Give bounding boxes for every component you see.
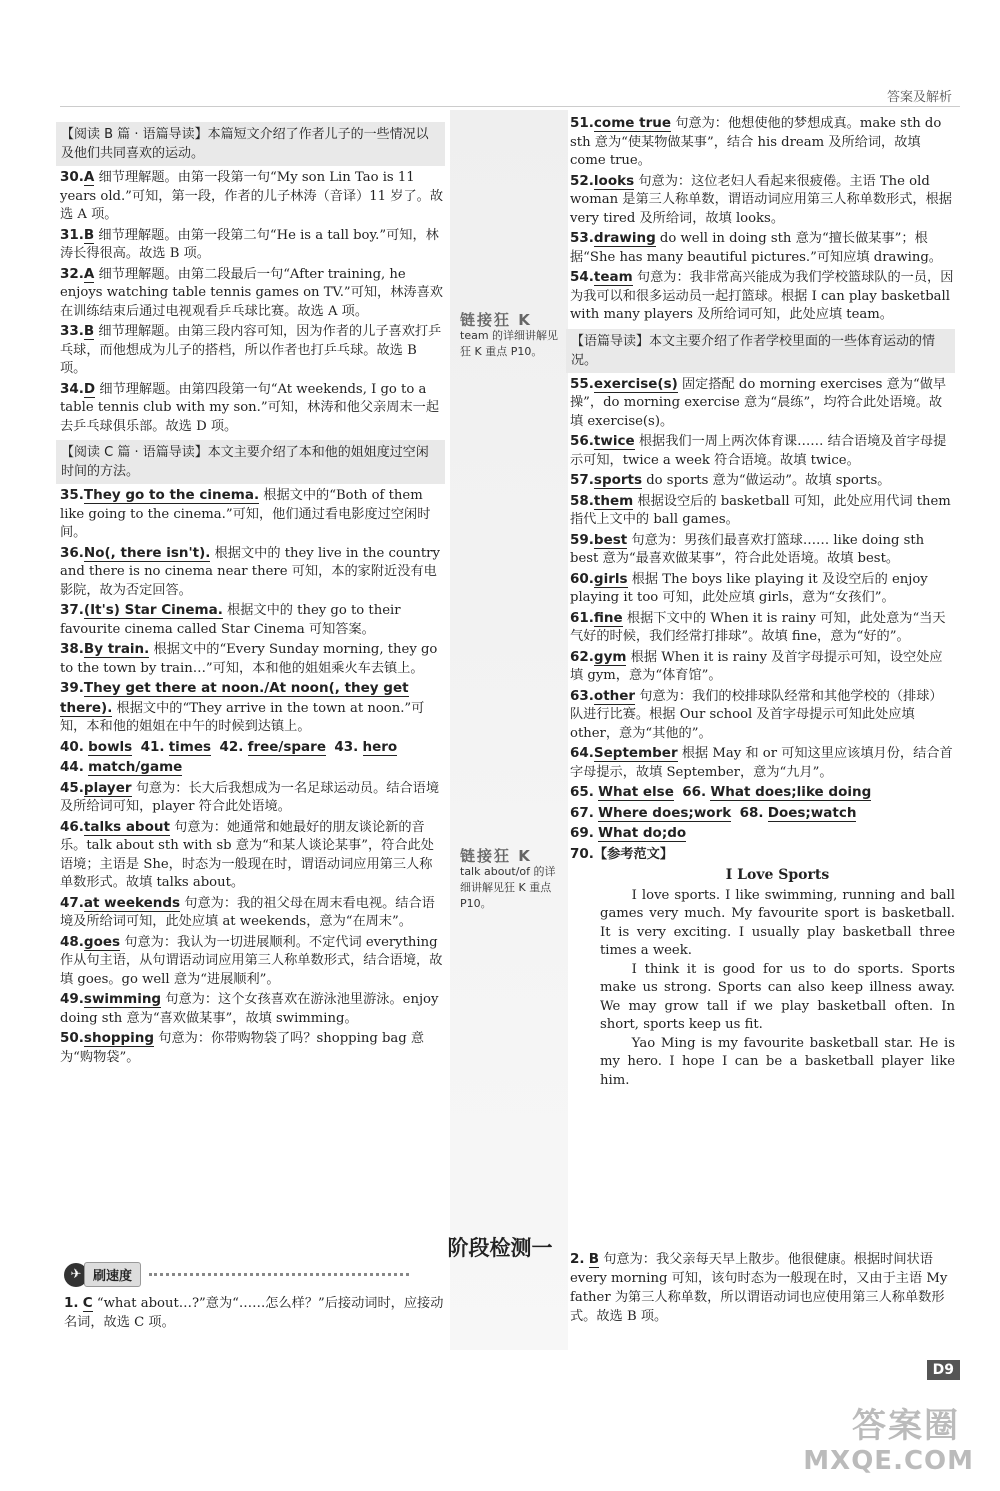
reading-c-answers [60, 486, 445, 737]
item-number: 61. [570, 609, 594, 626]
item-number: 49. [60, 991, 84, 1007]
item-answer: team [593, 269, 633, 285]
item-explanation: 细节理解题。由第二段最后一句“After training, he enjoys watching table tennis games on TV.”可知，林涛喜欢在训练结束后通过电视观看乒乓球比赛。故选 A 项。 [60, 266, 443, 319]
fill-in-answers-right [570, 114, 955, 325]
item-number: 42. [219, 738, 244, 755]
item-number: 65. [570, 784, 594, 800]
item-explanation: 根据文中的“Every Sunday morning, they go to the town by train…”可知，本和他的姐姐乘火车去镇上。 [60, 642, 438, 676]
sample-essay [570, 866, 955, 1090]
reading-b-intro: 【阅读 B 篇 · 语篇导读】本篇短文介绍了作者儿子的一些情况以及他们共同喜欢的运动。 [56, 122, 445, 166]
item-number: 67. [570, 804, 594, 821]
item-number: 37. [60, 602, 84, 618]
item-explanation: 根据 May 和 or 可知这里应该填月份，结合首字母提示，故填 September，意为“九月”。 [570, 746, 953, 780]
item-number: 43. [334, 738, 359, 755]
rocket-icon: ✈ [64, 1263, 88, 1287]
answer-item [60, 486, 445, 543]
item-answer: No(, there isn't). [83, 544, 211, 561]
answer-item [570, 570, 955, 608]
item-number: 40. [60, 738, 84, 755]
item-answer: exercise(s) [593, 375, 678, 392]
short-answer-line [60, 758, 445, 778]
dotted-divider [149, 1273, 409, 1276]
answer-item [60, 168, 445, 225]
item-explanation: 句意为：我父亲每天早上散步。他很健康。根据时间状语 every morning 可知，该句时态为一般现在时，又由于主语 My father 为第三人称单数，所以谓语动词也应使用第三人称单数形式。故选 B 项。 [570, 1252, 948, 1324]
item-number: 39. [60, 680, 84, 696]
item-explanation: 根据设空后的 basketball 可知，此处应用代词 them 指代上文中的 ball games。 [570, 493, 951, 527]
item-number: 70. [570, 845, 594, 862]
item-answer: A [83, 265, 95, 282]
answer-item [60, 265, 445, 322]
item-number: 47. [60, 894, 84, 911]
item-answer: D [83, 380, 96, 397]
item-number: 69. [570, 825, 594, 841]
item-number: 38. [60, 641, 84, 657]
item-number: 59. [570, 531, 594, 548]
item-number: 54. [570, 269, 594, 285]
item-explanation: 根据 When it is rainy 及首字母提示可知，设空处应填 gym，意为“体育馆”。 [570, 649, 943, 683]
item-explanation: 根据文中的 they go to their favourite cinema called Star Cinema 可知答案。 [60, 603, 401, 637]
item-answer: swimming [83, 991, 162, 1007]
item-number: 52. [570, 172, 594, 189]
answer-item [570, 492, 955, 530]
item-answer: B [83, 226, 95, 243]
item-answer: C [82, 1295, 93, 1311]
item-number: 30. [60, 169, 84, 185]
sidenote-tag: 链接狂 K [460, 311, 532, 329]
item-explanation: 根据我们一周上两次体育课…… 结合语境及首字母提示可知，twice a week 符合语境。故填 twice。 [570, 434, 947, 468]
fill-in-answers [60, 779, 445, 1068]
item-explanation: 句意为：这位老妇人看起来很疲倦。主语 The old woman 是第三人称单数，谓语动词应用第三人称单数形式，根据 very tired 及所给词，故填 looks。 [570, 173, 952, 226]
item-answer: September [593, 745, 678, 761]
answer-item [570, 609, 955, 647]
item-number: 64. [570, 745, 594, 761]
item-explanation: 句意为：我非常高兴能成为我们学校篮球队的一员，因为我可以和很多运动员一起打篮球。根据 I can play basketball with many players 及所给词可知，此处应填 team。 [570, 270, 954, 322]
item-number: 32. [60, 265, 84, 282]
item-number: 63. [570, 687, 594, 704]
sidenote-text: talk about/of 的详细讲解见狂 K 重点 P10。 [460, 865, 556, 910]
left-column [60, 118, 445, 1068]
page-header: 答案及解析 [886, 90, 952, 105]
item-answer: them [593, 492, 634, 509]
item-number: 66. [682, 784, 707, 800]
item-explanation: 根据文中的“Both of them like going to the cinema.”可知，他们通过看电影度过空闲时间。 [60, 488, 431, 540]
answer-item [60, 640, 445, 678]
cloze-answers [570, 375, 955, 783]
answer-item [60, 779, 445, 817]
reading-c-intro: 【阅读 C 篇 · 语篇导读】本文主要介绍了本和他的姐姐度过空闲时间的方法。 [56, 440, 445, 484]
item-explanation: 句意为：我的祖父母在周末看电视。结合语境及所给词可知，此处应填 at weekends，意为“在周末”。 [60, 895, 435, 929]
item-number: 56. [570, 433, 594, 449]
essay-paragraph: I think it is good for us to do sports. Sports make us strong. Sports can also keep illness away. We may grow tall if we play basketball often. In short, sports keep us fit. [600, 961, 955, 1032]
item-explanation: do well in doing sth 意为“擅长做某事”；根据“She has many beautiful pictures.”可知应填 drawing。 [570, 231, 942, 265]
item-explanation: 句意为：我认为一切进展顺利。不定代词 everything 作从句主语，从句谓语动词应用第三人称单数形式，结合语境，故填 goes。go well 意为“进展顺利”。 [60, 934, 443, 987]
item-number: 58. [570, 492, 594, 509]
item-number: 46. [60, 818, 84, 835]
short-answers [60, 738, 445, 778]
item-number: 48. [60, 933, 84, 950]
item-number: 44. [60, 759, 84, 775]
essay-label [570, 845, 955, 865]
item-answer: (It's) Star Cinema. [83, 602, 223, 618]
item-number: 60. [570, 570, 594, 587]
answer-item [570, 744, 955, 782]
speed-banner [64, 1262, 409, 1287]
section-title: 阶段检测一 [447, 1236, 553, 1260]
answer-2 [570, 1250, 960, 1326]
right-column [570, 114, 955, 1090]
sidenote-team [460, 312, 560, 360]
item-answer: By train. [83, 641, 150, 657]
answer-item [60, 380, 445, 437]
item-answer: bowls [88, 738, 133, 755]
item-answer: other [593, 687, 636, 704]
item-answer: come true [593, 115, 671, 131]
item-answer: shopping [83, 1030, 155, 1046]
short-answer-line [570, 804, 955, 824]
answer-item [570, 648, 955, 686]
item-explanation: “what about…?”意为“……怎么样？”后接动词时，应接动名词，故选 C 项。 [64, 1296, 444, 1330]
page-number: D9 [927, 1360, 960, 1380]
item-answer: They go to the cinema. [83, 487, 260, 503]
short-answer-line [570, 783, 955, 803]
answer-item [60, 990, 445, 1028]
item-explanation: 细节理解题。由第三段内容可知，因为作者的儿子喜欢打乒乓球，而他想成为儿子的搭档，所以作者也打乒乓球。故选 B 项。 [60, 324, 442, 376]
answer-item [570, 229, 955, 267]
item-answer: twice [593, 433, 635, 449]
answer-item [570, 172, 955, 229]
item-answer: They get there at noon./At noon(, they get there). [60, 680, 409, 716]
item-explanation: 句意为：你带购物袋了吗？shopping bag 意为“购物袋”。 [60, 1031, 425, 1065]
essay-paragraph: I love sports. I like swimming, running and ball games very much. My favourite sport is basketball. It is very exciting. I usually play basketball three times a week. [600, 887, 955, 958]
short-answer-line [60, 738, 445, 758]
item-explanation: 细节理解题。由第一段第二句“He is a tall boy.”可知，林涛长得很高。故选 B 项。 [60, 227, 439, 261]
essay-title: I Love Sports [725, 867, 830, 883]
item-explanation: 根据文中的 they live in the country and there is no cinema near there 可知，本的家附近没有电影院，故为否定回答。 [60, 545, 440, 598]
watermark-url: MXQE.COM [803, 1446, 974, 1476]
item-explanation: 根据文中的“They arrive in the town at noon.”可知，本和他的姐姐在中午的时候到达镇上。 [60, 700, 425, 734]
item-answer: drawing [593, 230, 656, 246]
answer-item [60, 679, 445, 737]
answer-item [570, 531, 955, 569]
item-answer: talks about [83, 818, 170, 835]
answer-item [570, 114, 955, 171]
answer-item [570, 268, 955, 325]
item-answer: goes [83, 933, 121, 950]
item-number: 62. [570, 648, 594, 665]
item-explanation: 句意为：这个女孩喜欢在游泳池里游泳。enjoy doing sth 意为“喜欢做某事”，故填 swimming。 [60, 992, 439, 1026]
item-answer: sports [593, 472, 643, 488]
item-answer: gym [593, 648, 627, 665]
essay-paragraph: Yao Ming is my favourite basketball star. He is my hero. I hope I can be a basketball player like him. [600, 1035, 955, 1088]
item-answer: A [83, 169, 95, 185]
item-answer: at weekends [83, 894, 181, 911]
item-number: 45. [60, 779, 84, 796]
sidenote-text: team 的详细讲解见狂 K 重点 P10。 [460, 329, 559, 358]
item-number: 57. [570, 472, 594, 488]
item-number: 55. [570, 375, 594, 392]
item-answer: B [588, 1251, 600, 1267]
answer-item [570, 471, 955, 491]
answer-item [60, 933, 445, 990]
item-number: 2. [570, 1251, 585, 1267]
item-explanation: 句意为：长大后我想成为一名足球运动员。结合语境及所给词可知，player 符合此处语境。 [60, 780, 440, 814]
item-answer: hero [362, 738, 398, 755]
speed-label: 刷速度 [84, 1262, 141, 1287]
item-answer: player [83, 779, 132, 796]
sidenote-tag: 链接狂 K [460, 847, 532, 865]
item-number: 31. [60, 226, 84, 243]
answer-item [570, 687, 955, 744]
item-answer: times [168, 738, 212, 755]
reading-b-answers [60, 168, 445, 436]
item-number: 34. [60, 380, 84, 397]
item-answer: best [593, 531, 628, 548]
header-divider [60, 106, 960, 107]
short-answers-right [570, 783, 955, 844]
item-answer: Does;watch [767, 804, 857, 821]
answer-item [60, 601, 445, 639]
passage-intro: 【语篇导读】本文主要介绍了作者学校里面的一些体育运动的情况。 [566, 329, 955, 373]
item-answer: match/game [88, 759, 183, 775]
item-explanation: 句意为：她通常和她最好的朋友谈论新的音乐。talk about sth with sb 意为“和某人谈论某事”，符合此处语境；主语是 She，时态为一般现在时，谓语动词应用第三人称单数形式。故填 talks about。 [60, 819, 434, 890]
side-gutter [450, 110, 568, 1350]
answer-1 [64, 1294, 449, 1332]
item-explanation: 句意为：男孩们最喜欢打篮球…… like doing sth best 意为“最喜欢做某事”，符合此处语境。故填 best。 [570, 532, 925, 566]
item-number: 50. [60, 1030, 84, 1046]
item-answer: What do;do [598, 825, 687, 841]
answer-item [570, 432, 955, 470]
item-number: 35. [60, 487, 84, 503]
item-answer: What else [598, 784, 674, 800]
item-number: 51. [570, 115, 594, 131]
item-number: 41. [140, 738, 165, 755]
answer-item [60, 818, 445, 893]
item-explanation: 根据 The boys like playing it 及设空后的 enjoy playing it too 可知，此处应填 girls，意为“女孩们”。 [570, 571, 928, 605]
item-answer: free/spare [247, 738, 326, 755]
item-explanation: do sports 意为“做运动”。故填 sports。 [642, 473, 891, 488]
item-number: 68. [739, 804, 764, 821]
answer-item [60, 544, 445, 601]
answer-item [60, 894, 445, 932]
item-explanation: 细节理解题。由第四段第一句“At weekends, I go to a table tennis club with my son.”可知，林涛和他父亲周末一起去乒乓球俱乐部。故选 D 项。 [60, 381, 440, 434]
item-answer: B [83, 323, 95, 339]
item-number: 53. [570, 230, 594, 246]
watermark-logo: 答案圈 [852, 1406, 960, 1446]
item-answer: girls [593, 570, 628, 587]
short-answer-line [570, 824, 955, 844]
item-answer: What does;like doing [710, 784, 872, 800]
item-answer: Where does;work [598, 804, 732, 821]
item-explanation: 句意为：我们的校排球队经常和其他学校的（排球）队进行比赛。根据 Our school 及首字母提示可知此处应填 other，意为“其他的”。 [570, 688, 943, 741]
item-number: 36. [60, 544, 84, 561]
item-explanation: 句意为：他想使他的梦想成真。make sth do sth 意为“使某物做某事”，结合 his dream 及所给词，故填 come true。 [570, 116, 942, 168]
item-explanation: 细节理解题。由第一段第一句“My son Lin Tao is 11 years old.”可知，第一段，作者的儿子林涛（音译）11 岁了。故选 A 项。 [60, 170, 444, 222]
item-explanation: 固定搭配 do morning exercises 意为“做早操”，do morning exercise 意为“晨练”，均符合此处语境。故填 exercise(s)。 [570, 376, 947, 429]
answer-item [60, 1029, 445, 1067]
answer-item [60, 226, 445, 264]
answer-item [60, 322, 445, 379]
sidenote-talk-about [460, 848, 560, 912]
item-answer: fine [593, 609, 623, 626]
item-number: 1. [64, 1295, 79, 1311]
essay-label-text: 【参考范文】 [593, 846, 674, 862]
item-number: 33. [60, 323, 84, 339]
item-explanation: 根据下文中的 When it is rainy 可知，此处意为“当天气好的时候，我们经常打排球”。故填 fine，意为“好的”。 [570, 610, 946, 644]
item-answer: looks [593, 172, 635, 189]
answer-item [570, 375, 955, 432]
